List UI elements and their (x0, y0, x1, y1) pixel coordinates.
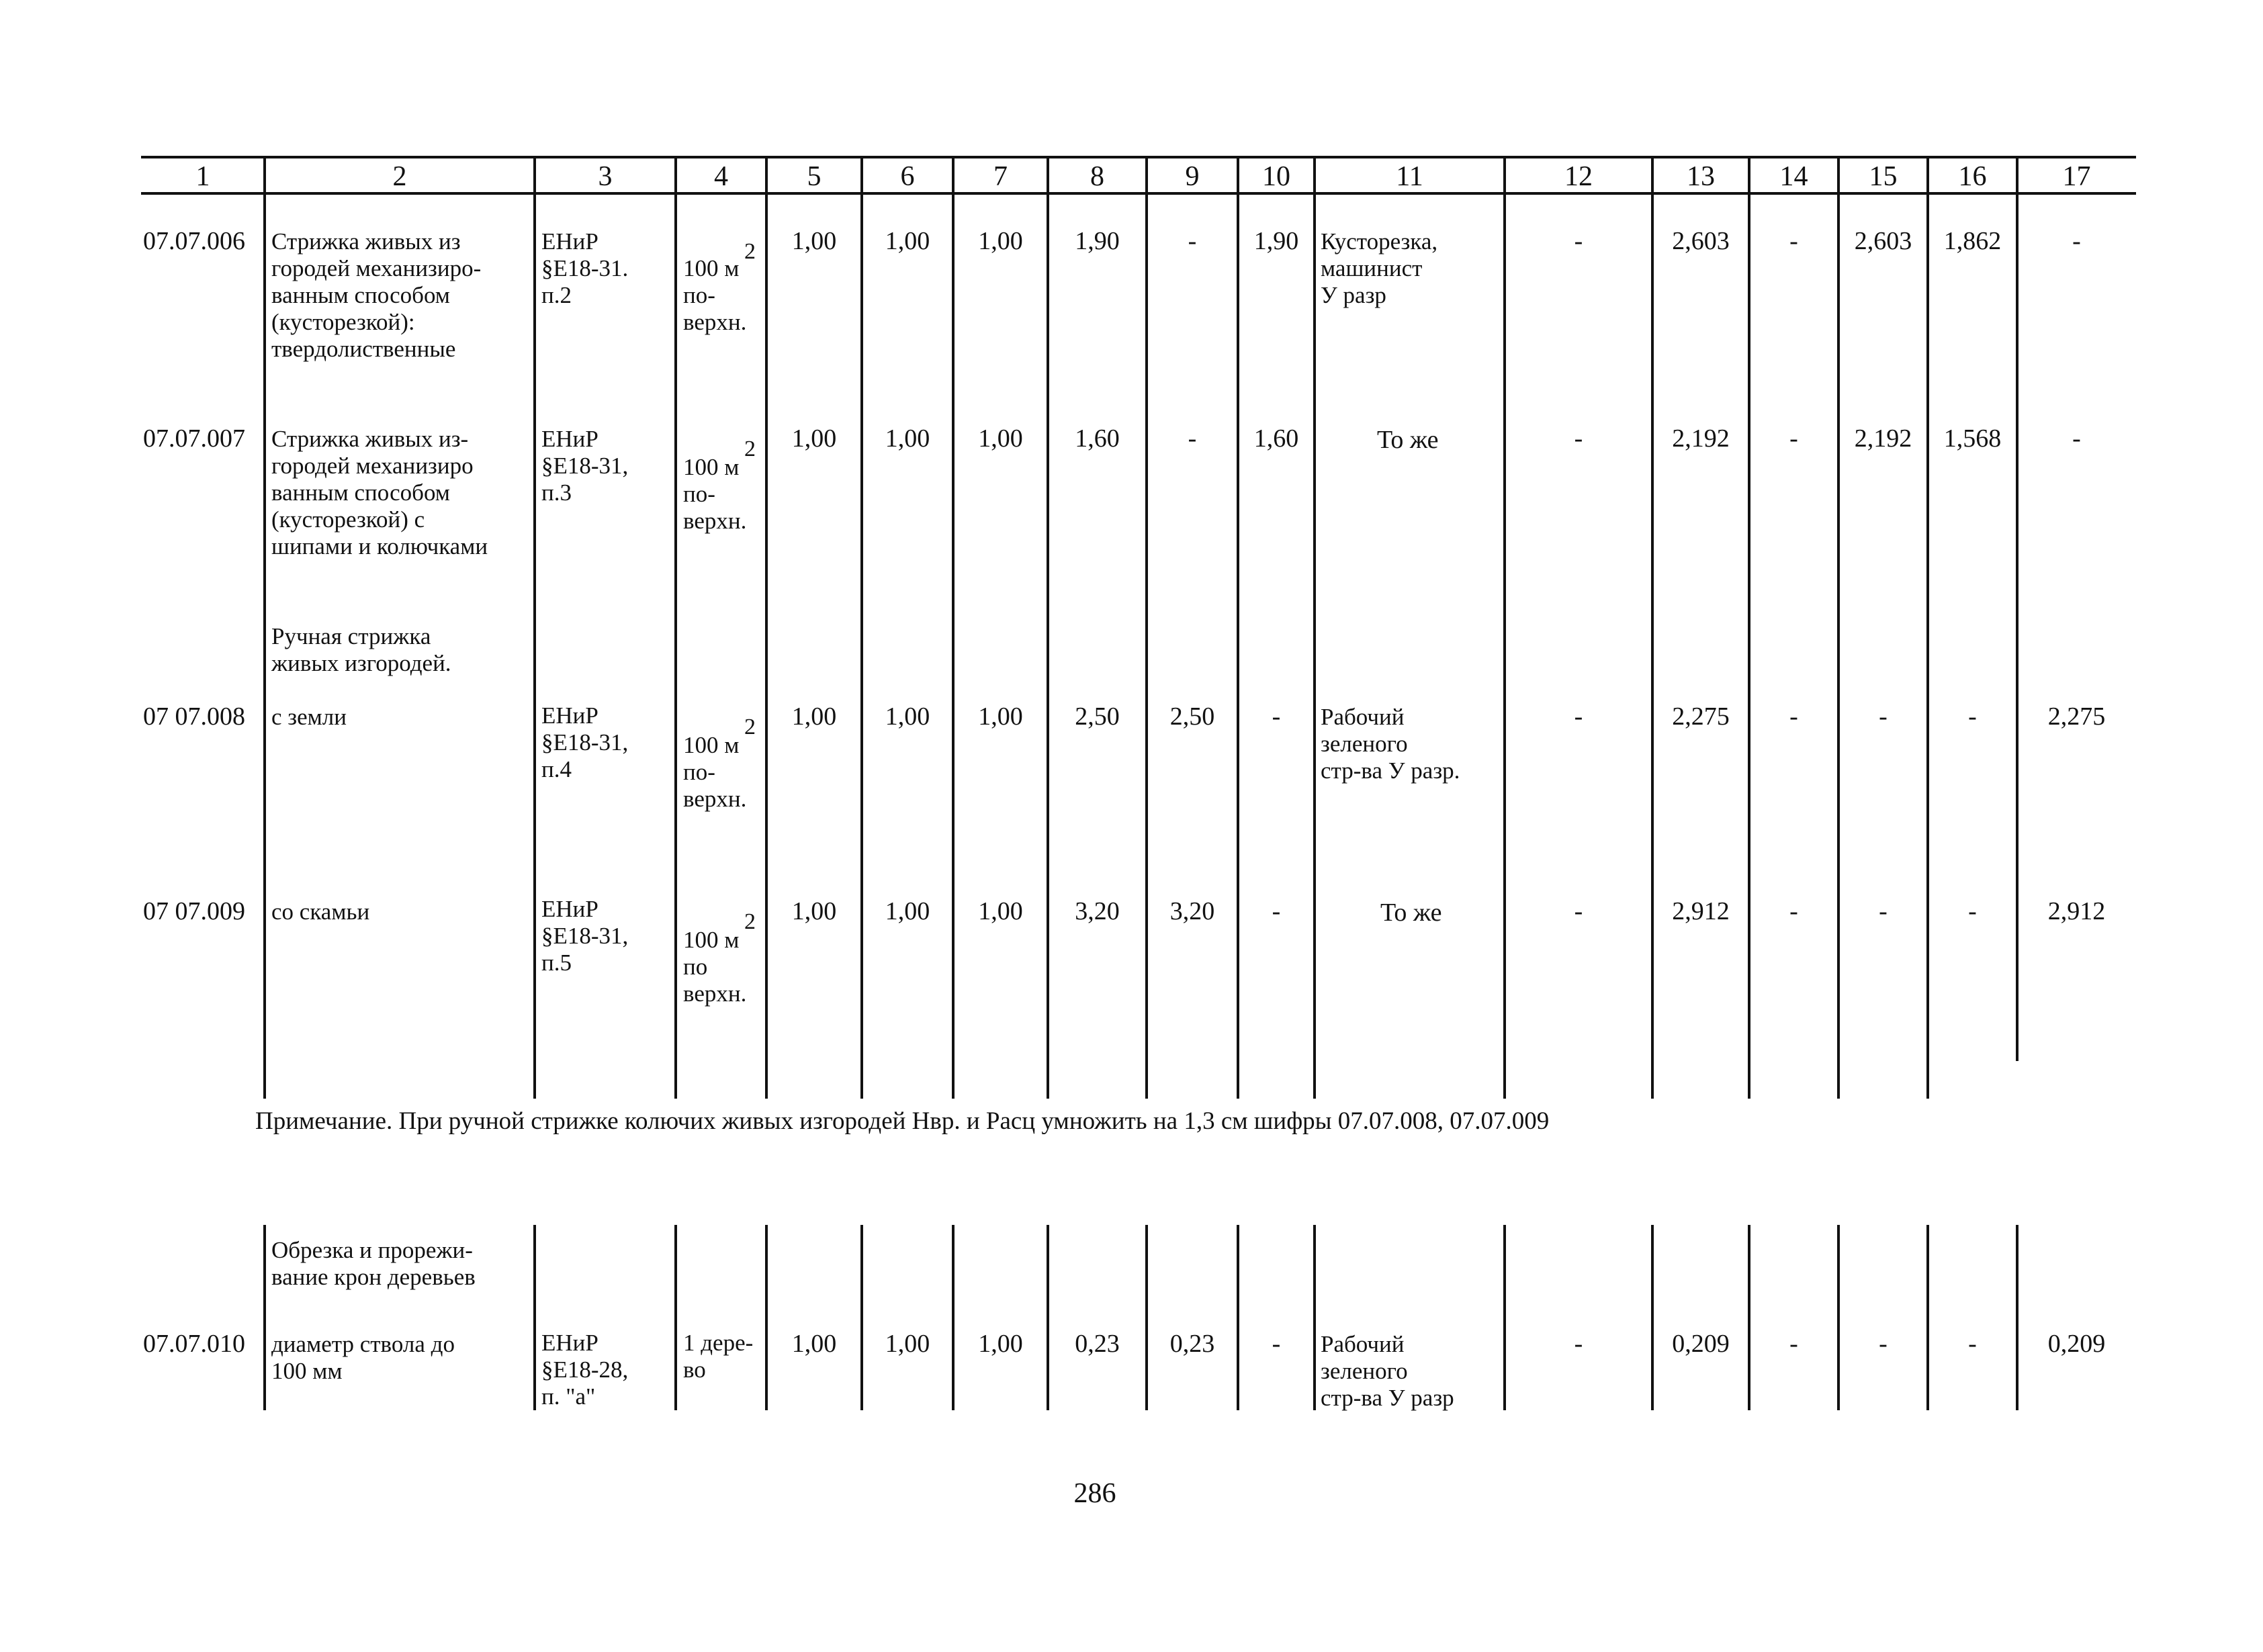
cell-c15: - (1879, 897, 1888, 925)
column-number: 13 (1687, 161, 1715, 192)
table-note: Примечание. При ручной стрижке колючих живых изгородей Нвр. и Расц умножить на 1,3 см шифры 07.07.008, 07.07.009 (255, 1107, 1550, 1135)
row-norm: ЕНиР §Е18-28, п. "а" (541, 1330, 629, 1410)
column-separator (1237, 158, 1239, 1099)
cell-c9: 0,23 (1169, 1330, 1215, 1358)
column-number: 11 (1396, 161, 1423, 192)
column-number: 3 (598, 161, 613, 192)
column-separator (1503, 158, 1506, 1099)
column-number: 4 (714, 161, 728, 192)
column-separator (1926, 158, 1929, 1099)
cell-c16: 1,568 (1943, 424, 2002, 453)
column-number: 14 (1779, 161, 1808, 192)
column-separator (674, 1225, 677, 1410)
column-number: 1 (195, 161, 210, 192)
cell-c14: - (1789, 424, 1798, 453)
cell-c15: - (1879, 702, 1888, 731)
column-number: 15 (1869, 161, 1898, 192)
section-heading: Обрезка и прорежи- вание крон деревьев (271, 1237, 476, 1290)
unit-superscript: 2 (744, 239, 756, 264)
cell-c7: 1,00 (978, 1330, 1023, 1358)
column-number: 8 (1090, 161, 1104, 192)
column-separator (533, 158, 536, 1099)
row-norm: ЕНиР §Е18-31. п.2 (541, 228, 629, 308)
cell-c12: - (1574, 227, 1583, 255)
cell-c12: - (1574, 702, 1583, 731)
cell-c12: - (1574, 1330, 1583, 1358)
cell-c6: 1,00 (885, 227, 930, 255)
column-separator (765, 158, 768, 1099)
column-number: 10 (1262, 161, 1290, 192)
row-code: 07 07.008 (143, 702, 245, 731)
row-unit: 100 м по- верхн. (683, 454, 747, 534)
column-separator (1926, 1225, 1929, 1410)
row-name: Стрижка живых из- городей механизиро ванным способом (кусторезкой) с шипами и колючками (271, 426, 488, 559)
column-number: 9 (1185, 161, 1200, 192)
row-code: 07.07.006 (143, 227, 245, 255)
cell-c8: 2,50 (1075, 702, 1120, 731)
cell-c5: 1,00 (791, 1330, 837, 1358)
cell-c6: 1,00 (885, 1330, 930, 1358)
column-separator (1748, 1225, 1750, 1410)
cell-c16: - (1968, 702, 1977, 731)
cell-c9: 2,50 (1169, 702, 1215, 731)
column-separator (1837, 158, 1840, 1099)
row-code: 07.07.007 (143, 424, 245, 453)
cell-c8: 0,23 (1075, 1330, 1120, 1358)
row-unit: 100 м по верхн. (683, 927, 747, 1007)
column-separator (952, 1225, 955, 1410)
cell-c15: 2,603 (1854, 227, 1912, 255)
unit-superscript: 2 (744, 437, 756, 461)
column-separator (1237, 1225, 1239, 1410)
cell-c16: - (1968, 1330, 1977, 1358)
cell-c5: 1,00 (791, 897, 837, 925)
cell-c13: 0,209 (1672, 1330, 1730, 1358)
cell-c10: 1,60 (1253, 424, 1299, 453)
column-separator (1047, 158, 1049, 1099)
cell-c8: 1,60 (1075, 424, 1120, 453)
column-separator (263, 158, 266, 1099)
cell-c9: 3,20 (1169, 897, 1215, 925)
column-separator (674, 158, 677, 1099)
cell-c9: - (1188, 424, 1197, 453)
column-separator (1313, 1225, 1316, 1410)
row-name: Стрижка живых из городей механизиро- ванным способом (кусторезкой): твердолиственные (271, 228, 482, 362)
row-norm: ЕНиР §Е18-31, п.4 (541, 702, 629, 782)
row-resource: То же (1380, 899, 1442, 927)
cell-c14: - (1789, 897, 1798, 925)
cell-c6: 1,00 (885, 702, 930, 731)
row-name: со скамьи (271, 899, 370, 925)
cell-c15: - (1879, 1330, 1888, 1358)
cell-c16: 1,862 (1943, 227, 2002, 255)
cell-c5: 1,00 (791, 424, 837, 453)
column-separator (1651, 158, 1654, 1099)
column-separator (860, 158, 863, 1099)
row-resource: Рабочий зеленого стр-ва У разр. (1321, 704, 1460, 784)
cell-c13: 2,275 (1672, 702, 1730, 731)
column-separator (263, 1225, 266, 1410)
cell-c17: 2,912 (2047, 897, 2106, 925)
cell-c5: 1,00 (791, 227, 837, 255)
column-separator (1145, 158, 1148, 1099)
row-resource: То же (1377, 426, 1439, 454)
cell-c10: - (1272, 1330, 1281, 1358)
row-code: 07 07.009 (143, 897, 245, 925)
cell-c13: 2,192 (1672, 424, 1730, 453)
cell-c5: 1,00 (791, 702, 837, 731)
row-norm: ЕНиР §Е18-31, п.5 (541, 896, 629, 976)
column-separator (1837, 1225, 1840, 1410)
column-separator (1145, 1225, 1148, 1410)
column-separator (765, 1225, 768, 1410)
cell-c10: 1,90 (1253, 227, 1299, 255)
cell-c14: - (1789, 702, 1798, 731)
cell-c6: 1,00 (885, 424, 930, 453)
column-separator (1313, 158, 1316, 1099)
cell-c16: - (1968, 897, 1977, 925)
unit-superscript: 2 (744, 909, 756, 934)
unit-superscript: 2 (744, 715, 756, 739)
cell-c17: - (2072, 227, 2081, 255)
cell-c7: 1,00 (978, 424, 1023, 453)
column-number: 7 (993, 161, 1008, 192)
cell-c10: - (1272, 702, 1281, 731)
column-number: 17 (2062, 161, 2091, 192)
cell-c17: - (2072, 424, 2081, 453)
row-resource: Рабочий зеленого стр-ва У разр (1321, 1331, 1454, 1411)
row-name: с земли (271, 704, 347, 730)
cell-c13: 2,603 (1672, 227, 1730, 255)
cell-c7: 1,00 (978, 897, 1023, 925)
row-norm: ЕНиР §Е18-31, п.3 (541, 426, 629, 506)
column-separator (533, 1225, 536, 1410)
cell-c6: 1,00 (885, 897, 930, 925)
cell-c14: - (1789, 227, 1798, 255)
column-number: 2 (392, 161, 407, 192)
column-separator (1748, 158, 1750, 1099)
cell-c10: - (1272, 897, 1281, 925)
column-number: 16 (1958, 161, 1987, 192)
column-separator (860, 1225, 863, 1410)
page-number: 286 (1073, 1478, 1116, 1509)
row-resource: Кусторезка, машинист У разр (1321, 228, 1438, 308)
row-unit: 100 м по- верхн. (683, 732, 747, 812)
cell-c12: - (1574, 897, 1583, 925)
section-heading: Ручная стрижка живых изгородей. (271, 623, 451, 676)
column-separator (2016, 1225, 2018, 1410)
column-separator (952, 158, 955, 1099)
cell-c7: 1,00 (978, 227, 1023, 255)
column-separator (1651, 1225, 1654, 1410)
cell-c8: 3,20 (1075, 897, 1120, 925)
cell-c12: - (1574, 424, 1583, 453)
column-number: 6 (900, 161, 915, 192)
row-code: 07.07.010 (143, 1330, 245, 1358)
cell-c17: 2,275 (2047, 702, 2106, 731)
cell-c9: - (1188, 227, 1197, 255)
cell-c13: 2,912 (1672, 897, 1730, 925)
cell-c8: 1,90 (1075, 227, 1120, 255)
cell-c7: 1,00 (978, 702, 1023, 731)
column-separator (1047, 1225, 1049, 1410)
cell-c15: 2,192 (1854, 424, 1912, 453)
row-name: диаметр ствола до 100 мм (271, 1331, 455, 1384)
column-number: 5 (807, 161, 822, 192)
cell-c14: - (1789, 1330, 1798, 1358)
column-separator (1503, 1225, 1506, 1410)
column-separator (2016, 158, 2018, 1061)
row-unit: 100 м по- верхн. (683, 255, 747, 335)
cell-c17: 0,209 (2047, 1330, 2106, 1358)
column-number: 12 (1564, 161, 1593, 192)
row-unit: 1 дере- во (683, 1330, 754, 1383)
